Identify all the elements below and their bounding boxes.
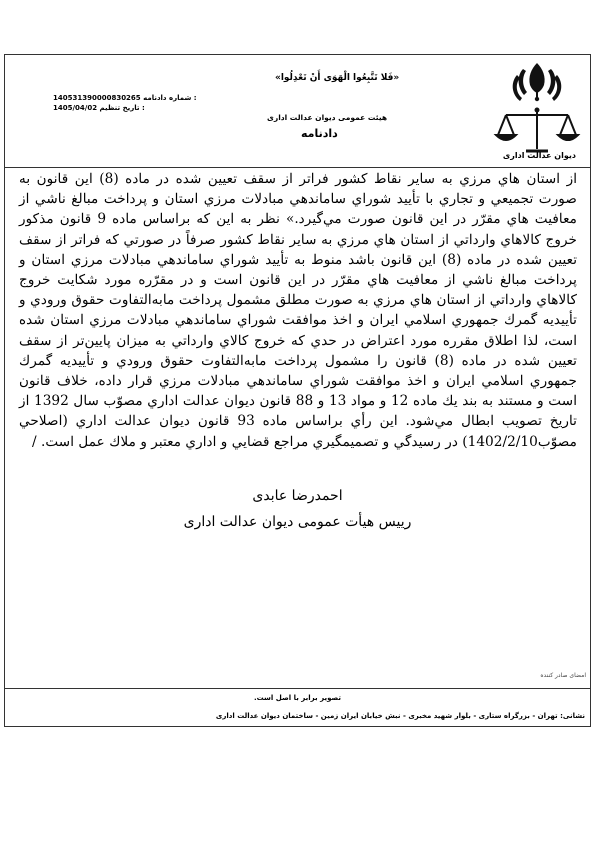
document-date-value: 1405/04/02 bbox=[53, 104, 98, 112]
document-frame bbox=[4, 54, 591, 727]
signer-name: احمدرضا عابدی bbox=[252, 488, 343, 504]
document-date-row bbox=[53, 103, 197, 113]
document-type: دادنامه bbox=[301, 127, 338, 140]
true-copy-note: تصویر برابر با اصل است. bbox=[253, 694, 342, 702]
document-meta bbox=[53, 93, 197, 113]
header bbox=[5, 55, 590, 168]
court-logo bbox=[492, 59, 582, 163]
document-number-row bbox=[53, 93, 197, 103]
court-name: دیوان عدالت اداری bbox=[502, 151, 576, 160]
scales-of-justice-icon bbox=[492, 107, 582, 157]
assembly-label: هیئت عمومی دیوان عدالت اداری bbox=[267, 113, 388, 122]
header-verse: «فَلا تَتَّبِعُوا الْهَوَی أَنْ تَعْدِلُوا» bbox=[275, 73, 400, 83]
document-number-value: 140531390000830265 bbox=[53, 94, 141, 102]
document-number-label: شماره دادنامه : bbox=[143, 94, 197, 102]
ruling-body: از استان هاي مرزي به ساير نقاط كشور فراتر از سقف تعيين شده در ماده (8) اين قانون به صورت تجميعي و تجاري با تأييد شوراي ساماندهي مبادلات مرزي استان و پرداخت مبالغ ناشي از معافيت هاي مقرّر در اين قانون صورت مي‌گيرد.» نظر به اين كه براساس ماده 9 قانون مذكور خروج كالاهاي وارداتي از استان هاي مرزي به ساير نقاط كشور صرفاً در صورتي كه فراتر از سقف تعيين شده در ماده (8) اين قانون باشد منوط به تأييد شوراي ساماندهي مبادلات مرزي استان و پرداخت مبالغ ناشي از معافيت هاي مقرّر در اين قانون است و در مقرّره مورد شكايت خروج كالاهاي وارداتي از استان هاي مرزي به صورت مطلق مشمول پرداخت مابه‌التفاوت حقوق ورودي و تأييديه گمرك جمهوري اسلامي ايران و اخذ موافقت شوراي ساماندهي مبادلات مرزي استان شده است، لذا اطلاق مقرره مورد اعتراض در حدي كه خروج كالاي وارداتي به ميزان پايين‌تر از سقف تعيين شده در ماده (8) قانون را مشمول پرداخت مابه‌التفاوت حقوق ورودي و تأييديه گمرك جمهوري اسلامي ايران و اخذ موافقت شوراي ساماندهي مبادلات مرزي قرار داده، خلاف قانون است و مستند به بند يك ماده 12 و مواد 13 و 88 قانون ديوان عدالت اداري مصوّب سال 1392 از تاريخ تصويب ابطال مي‌شود. اين رأي براساس ماده 93 قانون ديوان عدالت اداري (اصلاحي مصوّب1402/2/10) در رسيدگي و تصميمگيري مراجع قضايي و اداري معتبر و ملاك عمل است. / bbox=[19, 171, 578, 450]
signer-title: رییس هیأت عمومی دیوان عدالت اداری bbox=[183, 514, 412, 530]
address: نشانی: تهران - بزرگراه ستاری - بلوار شهید مخبری - نبش خیابان ایران زمین - ساختمان دیوان عدالت اداری bbox=[215, 712, 585, 720]
document-date-label: تاریخ تنظیم : bbox=[99, 104, 145, 112]
signature-label: امضای صادر کننده bbox=[540, 672, 586, 679]
